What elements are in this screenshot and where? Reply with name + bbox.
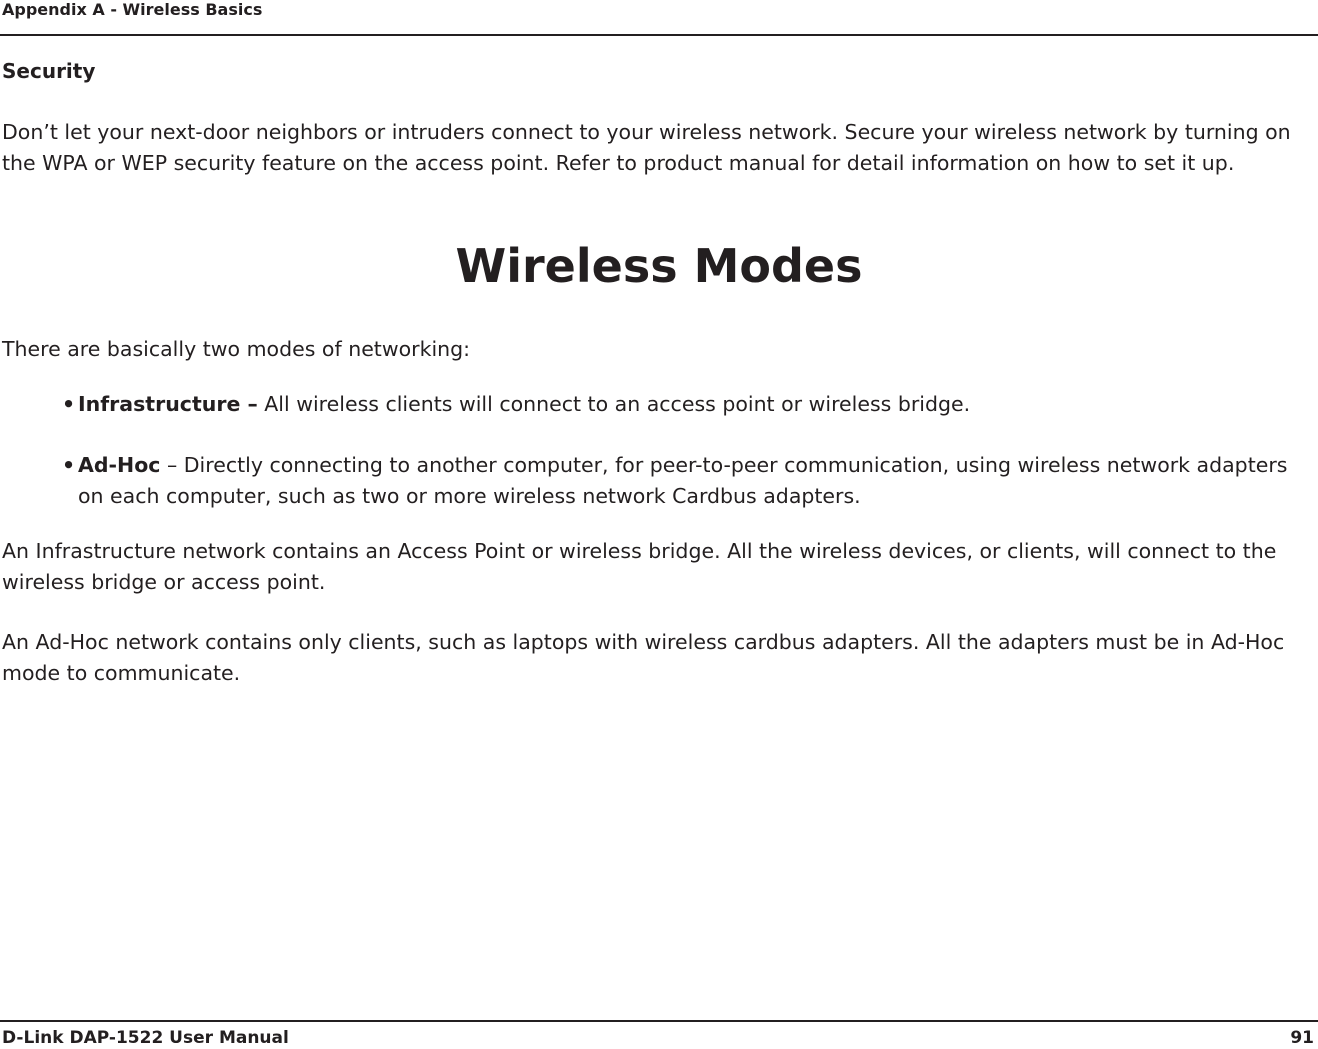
bullet-description: All wireless clients will connect to an access point or wireless bridge. bbox=[264, 392, 971, 416]
security-paragraph: Don’t let your next-door neighbors or intruders connect to your wireless network. Secure your wireless network by turning on the WPA or WEP security feature on the access point. Refer to product manual for detail information on how to set it up. bbox=[2, 120, 1291, 175]
bullet-term: Ad-Hoc bbox=[78, 453, 161, 477]
bullet-text bbox=[62, 450, 1292, 512]
page-header bbox=[0, 0, 1318, 36]
bullet-dot-icon: • bbox=[62, 453, 76, 477]
bullet-adhoc bbox=[62, 450, 1292, 512]
security-heading: Security bbox=[2, 59, 96, 83]
wireless-modes-title: Wireless Modes bbox=[455, 239, 863, 293]
modes-intro-paragraph: There are basically two modes of networking: bbox=[2, 337, 471, 361]
infrastructure-paragraph: An Infrastructure network contains an Access Point or wireless bridge. All the wireless devices, or clients, will connect to the wireless bridge or access point. bbox=[2, 539, 1277, 594]
bullet-description: – Directly connecting to another computer, for peer-to-peer communication, using wireless network adapters on each computer, such as two or more wireless network Cardbus adapters. bbox=[78, 453, 1288, 508]
footer-page-number: 91 bbox=[1290, 1028, 1314, 1048]
bullet-term: Infrastructure – bbox=[78, 392, 258, 416]
bullet-text bbox=[62, 389, 1292, 420]
bullet-infrastructure bbox=[62, 389, 1292, 420]
bullet-dot-icon: • bbox=[62, 392, 76, 416]
header-title: Appendix A - Wireless Basics bbox=[2, 0, 263, 19]
footer-manual-title: D-Link DAP-1522 User Manual bbox=[2, 1028, 289, 1048]
adhoc-paragraph: An Ad-Hoc network contains only clients, such as laptops with wireless cardbus adapters. All the adapters must be in Ad-Hoc mode to communicate. bbox=[2, 630, 1285, 685]
page-footer bbox=[0, 1020, 1318, 1049]
